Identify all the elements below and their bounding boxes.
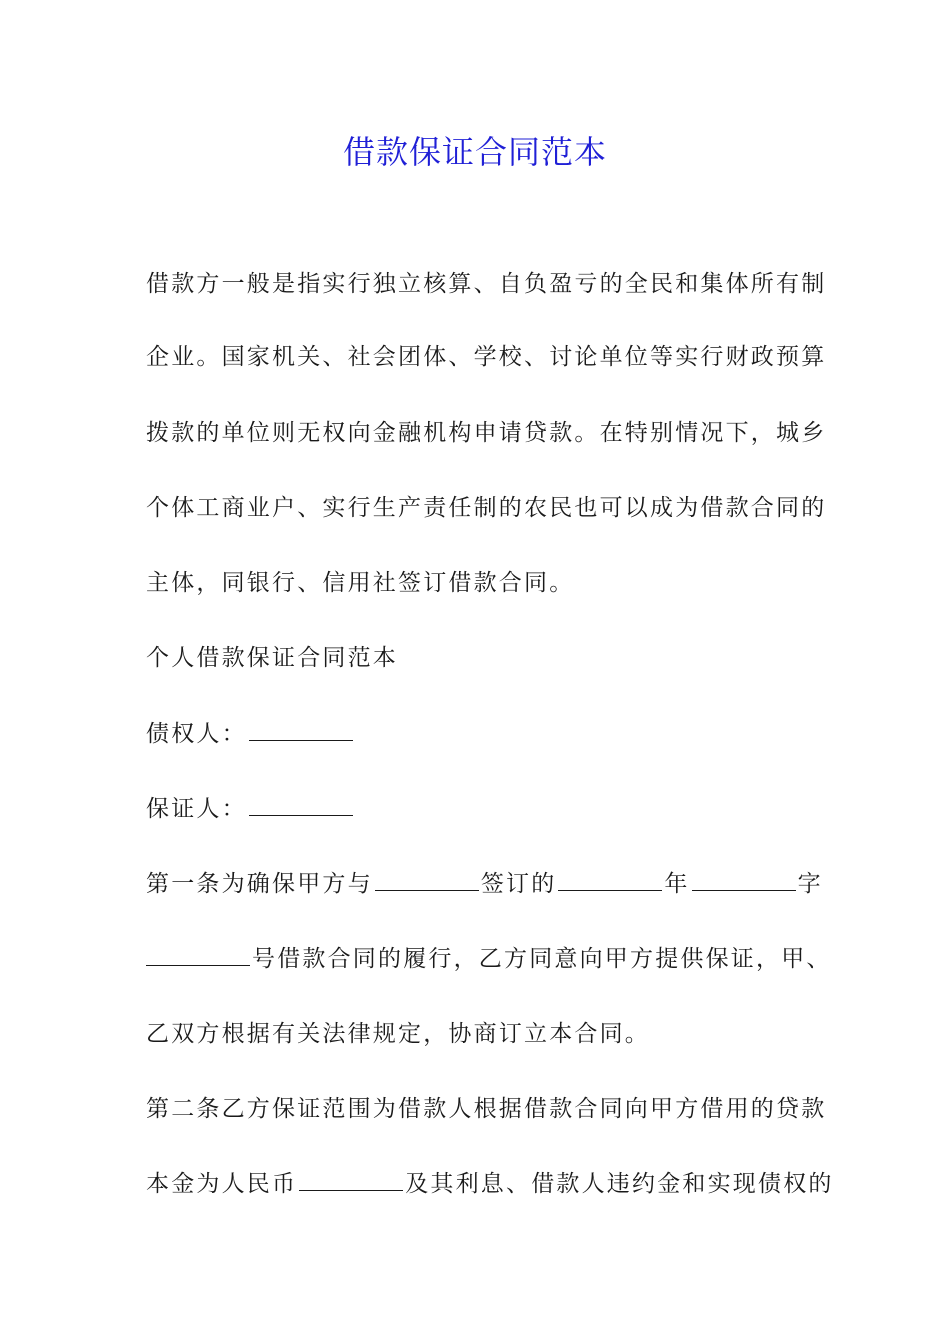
creditor-label: 债权人： (146, 721, 247, 747)
article-1-blank-party (375, 870, 479, 891)
intro-line-3: 拨款的单位则无权向金融机构申请贷款。在特别情况下，城乡 (146, 420, 827, 446)
article-1-line-2 (146, 941, 832, 977)
intro-line-4: 个体工商业户、实行生产责任制的农民也可以成为借款合同的 (146, 495, 827, 521)
article-1-blank-year (558, 870, 662, 891)
article-1-line-1 (146, 866, 823, 902)
article-1-text-b: 签订的 (480, 871, 557, 897)
contract-subtitle: 个人借款保证合同范本 (146, 645, 398, 671)
article-2-blank-amount (299, 1170, 403, 1191)
document-title: 借款保证合同范本 (342, 133, 607, 171)
article-2-text-b: 本金为人民币 (146, 1171, 298, 1197)
creditor-line (146, 716, 806, 752)
guarantor-label: 保证人： (146, 796, 247, 822)
article-2-line-1: 第二条乙方保证范围为借款人根据借款合同向甲方借用的贷款 (146, 1096, 827, 1122)
article-2-line-2 (146, 1166, 834, 1202)
guarantor-line (146, 791, 806, 827)
article-1-line-3: 乙双方根据有关法律规定，协商订立本合同。 (146, 1021, 650, 1047)
article-1-blank-word (692, 870, 796, 891)
article-1-blank-number (146, 945, 250, 966)
intro-line-1: 借款方一般是指实行独立核算、自负盈亏的全民和集体所有制 (146, 271, 827, 297)
guarantor-blank (249, 795, 353, 816)
article-1-text-a: 第一条为确保甲方与 (146, 871, 373, 897)
intro-line-5: 主体，同银行、信用社签订借款合同。 (146, 570, 575, 596)
article-1-text-d: 字 (797, 871, 823, 897)
creditor-blank (249, 720, 353, 741)
article-1-text-c: 年 (664, 871, 690, 897)
article-1-text-e: 号借款合同的履行，乙方同意向甲方提供保证，甲、 (252, 946, 832, 972)
article-2-text-c: 及其利息、借款人违约金和实现债权的 (405, 1171, 834, 1197)
intro-line-2: 企业。国家机关、社会团体、学校、讨论单位等实行财政预算 (146, 344, 827, 370)
